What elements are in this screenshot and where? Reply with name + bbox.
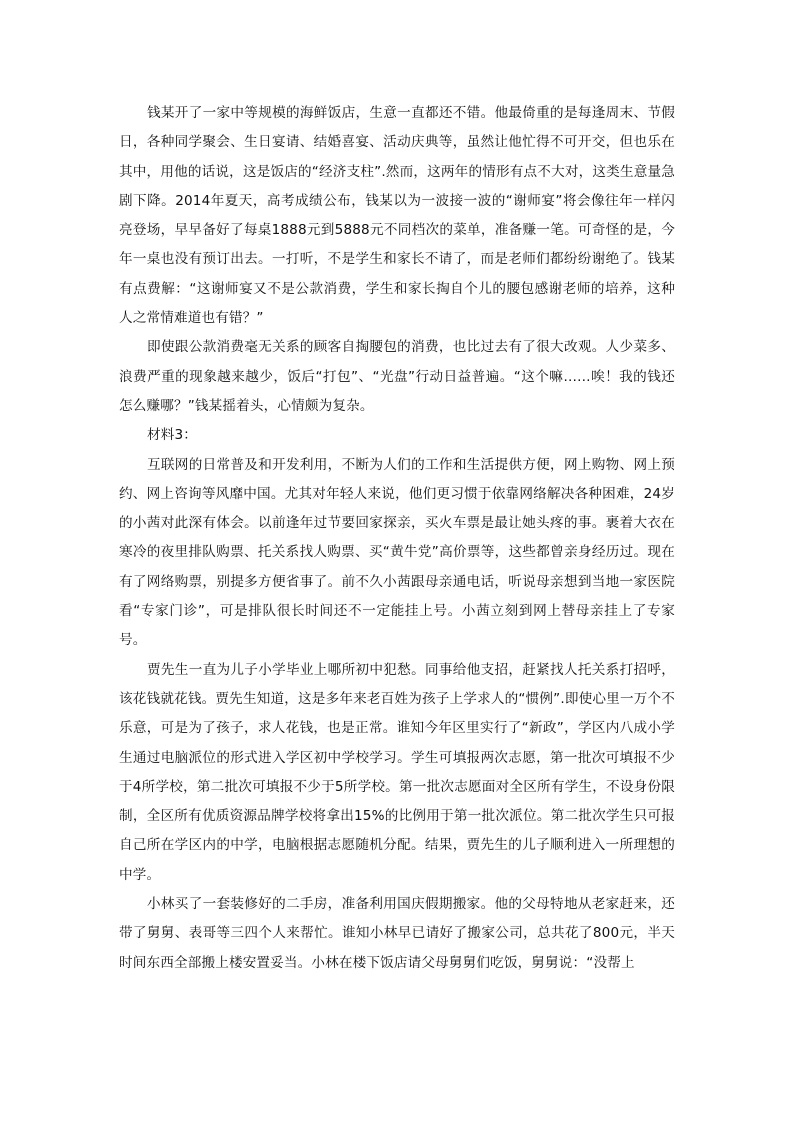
section-label-material-3: 材料3： (147, 427, 198, 444)
paragraph-xiaolin-moving: 小林买了一套装修好的二手房，准备利用国庆假期搬家。他的父母特地从老家赶来，还带了舅舅、表哥等三四个人来帮忙。谁知小林早已请好了搬家公司，总共花了800元，半天时间东西全部搬上楼安置妥当。小林在楼下饭店请父母舅舅们吃饭，舅舅说：“没帮上 (119, 896, 675, 971)
paragraph-qian-consumption: 即使跟公款消费毫无关系的顾客自掏腰包的消费，也比过去有了很大改观。人少菜多、浪费严重的现象越来越少，饭后“打包”、“光盘”行动日益普遍。“这个嘛……唉！我的钱还怎么赚哪？”钱某摇着头，心情颇为复杂。 (119, 339, 675, 414)
document-body (119, 99, 675, 978)
paragraph-qian-restaurant: 钱某开了一家中等规模的海鲜饭店，生意一直都还不错。他最倚重的是每逢周末、节假日，各种同学聚会、生日宴请、结婚喜宴、活动庆典等，虽然让他忙得不可开交，但也乐在其中，用他的话说，这是饭店的“经济支柱”.然而，这两年的情形有点不大对，这类生意量急剧下降。2014年夏天，高考成绩公布，钱某以为一波接一波的“谢师宴”将会像往年一样闪亮登场，早早备好了每桌1888元到5888元不同档次的菜单，准备赚一笔。可奇怪的是，今年一桌也没有预订出去。一打听，不是学生和家长不请了，而是老师们都纷纷谢绝了。钱某有点费解：“这谢师宴又不是公款消费，学生和家长掏自个儿的腰包感谢老师的培养，这种人之常情难道也有错？” (119, 105, 675, 327)
paragraph-jia-school: 贾先生一直为儿子小学毕业上哪所初中犯愁。同事给他支招，赶紧找人托关系打招呼，该花钱就花钱。贾先生知道，这是多年来老百姓为孩子上学求人的“惯例”.即使心里一万个不乐意，可是为了孩子，求人花钱，也是正常。谁知今年区里实行了“新政”，学区内八成小学生通过电脑派位的形式进入学区初中学校学习。学生可填报两次志愿，第一批次可填报不少于4所学校，第二批次可填报不少于5所学校。第一批次志愿面对全区所有学生，不设身份限制，全区所有优质资源品牌学校将拿出15%的比例用于第一批次派位。第二批次学生只可报自己所在学区内的中学，电脑根据志愿随机分配。结果，贾先生的儿子顺利进入一所理想的中学。 (119, 661, 675, 883)
paragraph-internet-xiaoqian: 互联网的日常普及和开发利用，不断为人们的工作和生活提供方便，网上购物、网上预约、网上咨询等风靡中国。尤其对年轻人来说，他们更习惯于依靠网络解决各种困难，24岁的小茜对此深有体会。以前逢年过节要回家探亲，买火车票是最让她头疼的事。裹着大衣在寒冷的夜里排队购票、托关系找人购票、买“黄牛党”高价票等，这些都曾亲身经历过。现在有了网络购票，别提多方便省事了。前不久小茜跟母亲通电话，听说母亲想到当地一家医院看“专家门诊”，可是排队很长时间还不一定能挂上号。小茜立刻到网上替母亲挂上了专家号。 (119, 456, 675, 649)
